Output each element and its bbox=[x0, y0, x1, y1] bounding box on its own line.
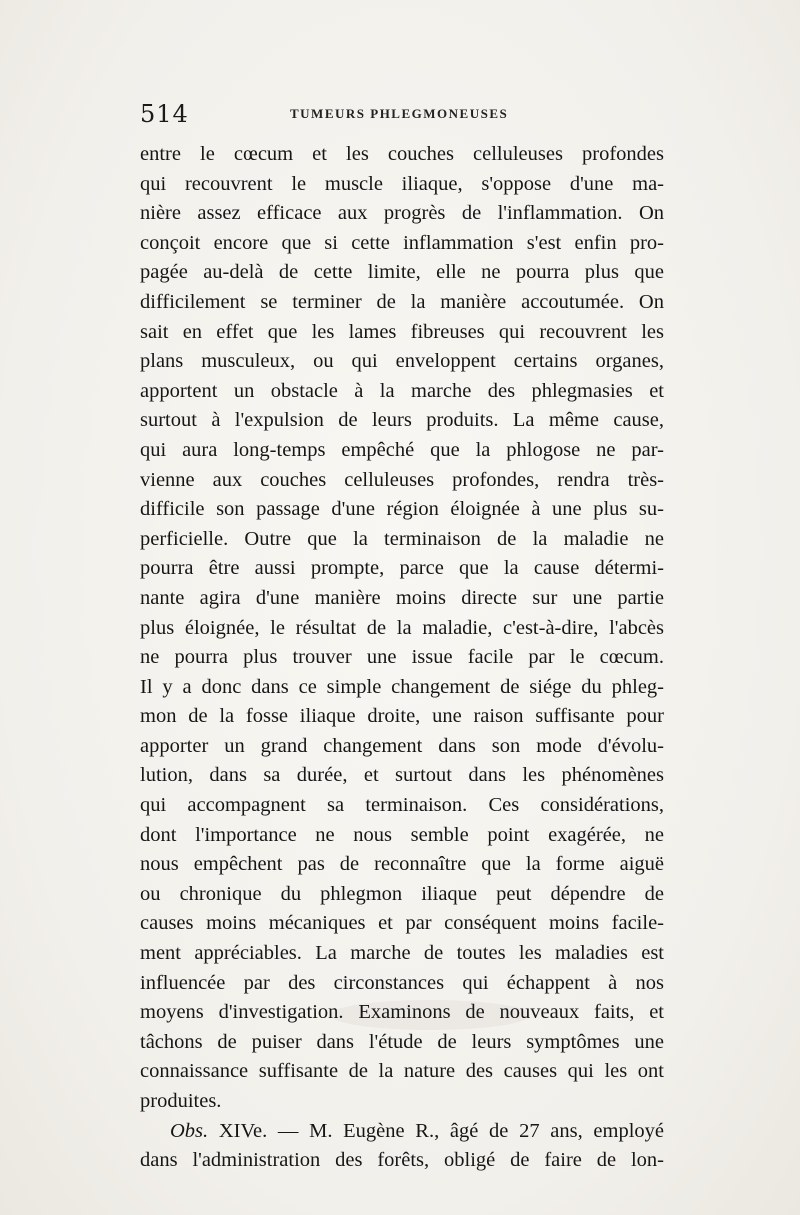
text-line: tâchons de puiser dans l'étude de leurs symptômes une bbox=[140, 1030, 664, 1053]
observation-label: Obs. bbox=[170, 1119, 209, 1142]
text-line: connaissance suffisante de la nature des causes qui les ont bbox=[140, 1060, 664, 1083]
text-line: qui accompagnent sa terminaison. Ces considérations, bbox=[140, 794, 664, 817]
text-line: pagée au-delà de cette limite, elle ne pourra plus que bbox=[140, 261, 664, 284]
text-line: conçoit encore que si cette inflammation s'est enfin pro- bbox=[140, 231, 664, 254]
observation-text: XIVe. — M. Eugène R., âgé de 27 ans, employé bbox=[218, 1119, 664, 1142]
text-line: moyens d'investigation. Examinons de nouveaux faits, et bbox=[140, 1001, 664, 1024]
text-line: causes moins mécaniques et par conséquent moins facile- bbox=[140, 912, 664, 935]
text-line: ment appréciables. La marche de toutes les maladies est bbox=[140, 942, 664, 965]
text-line: dont l'importance ne nous semble point exagérée, ne bbox=[140, 823, 664, 846]
text-line: vienne aux couches celluleuses profondes, rendra très- bbox=[140, 468, 664, 491]
body-text bbox=[140, 140, 664, 1176]
text-line: sait en effet que les lames fibreuses qui recouvrent les bbox=[140, 320, 664, 343]
text-line: mon de la fosse iliaque droite, une raison suffisante pour bbox=[140, 705, 664, 728]
text-line: apporter un grand changement dans son mode d'évolu- bbox=[140, 734, 664, 757]
text-line: influencée par des circonstances qui échappent à nos bbox=[140, 971, 664, 994]
text-line: plus éloignée, le résultat de la maladie, c'est-à-dire, l'abcès bbox=[140, 616, 664, 639]
text-line: apportent un obstacle à la marche des phlegmasies et bbox=[140, 379, 664, 402]
text-line: nière assez efficace aux progrès de l'inflammation. On bbox=[140, 202, 664, 225]
text-line: nous empêchent pas de reconnaître que la forme aiguë bbox=[140, 853, 664, 876]
text-line: difficile son passage d'une région éloignée à une plus su- bbox=[140, 498, 664, 521]
text-line: nante agira d'une manière moins directe sur une partie bbox=[140, 586, 664, 609]
text-line: lution, dans sa durée, et surtout dans les phénomènes bbox=[140, 764, 664, 787]
text-line: qui aura long-temps empêché que la phlogose ne par- bbox=[140, 438, 664, 461]
page-number: 514 bbox=[140, 100, 189, 128]
page-header bbox=[140, 100, 660, 130]
observation-heading-line bbox=[140, 1117, 664, 1147]
text-line: surtout à l'expulsion de leurs produits. La même cause, bbox=[140, 409, 664, 432]
text-line: produites. bbox=[140, 1090, 222, 1112]
text-line: perficielle. Outre que la terminaison de la maladie ne bbox=[140, 527, 664, 550]
text-line: plans musculeux, ou qui enveloppent certains organes, bbox=[140, 350, 664, 373]
text-line: Il y a donc dans ce simple changement de siége du phleg- bbox=[140, 675, 664, 698]
text-line: pourra être aussi prompte, parce que la cause détermi- bbox=[140, 557, 664, 580]
running-head: TUMEURS PHLEGMONEUSES bbox=[290, 106, 509, 121]
text-line: ne pourra plus trouver une issue facile par le cœcum. bbox=[140, 646, 664, 669]
text-line: entre le cœcum et les couches celluleuses profondes bbox=[140, 143, 664, 165]
text-line: qui recouvrent le muscle iliaque, s'oppose d'une ma- bbox=[140, 172, 664, 195]
text-line: dans l'administration des forêts, obligé de faire de lon- bbox=[140, 1149, 664, 1172]
text-line: difficilement se terminer de la manière accoutumée. On bbox=[140, 290, 664, 313]
text-line: ou chronique du phlegmon iliaque peut dépendre de bbox=[140, 882, 664, 905]
